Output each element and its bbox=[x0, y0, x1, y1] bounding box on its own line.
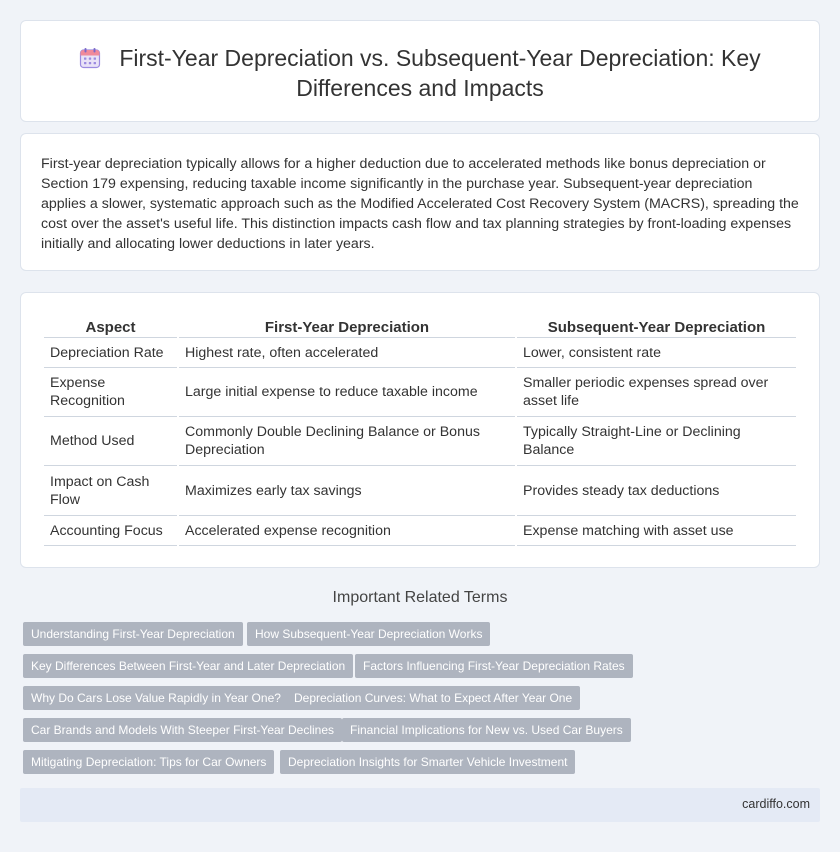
footer bbox=[20, 788, 820, 822]
related-terms-heading: Important Related Terms bbox=[332, 589, 508, 606]
aspect-cell: Accounting Focus bbox=[44, 516, 177, 546]
title-card bbox=[20, 20, 820, 122]
related-term-tag[interactable]: Key Differences Between First-Year and Later Depreciation bbox=[23, 654, 353, 678]
table-row bbox=[44, 417, 796, 466]
subsequent-year-cell: Smaller periodic expenses spread over asset life bbox=[517, 368, 796, 417]
calendar-icon bbox=[79, 46, 101, 68]
header-subsequent-year: Subsequent-Year Depreciation bbox=[517, 316, 796, 338]
related-term-tag[interactable]: Why Do Cars Lose Value Rapidly in Year One? bbox=[23, 686, 289, 710]
comparison-table-card bbox=[20, 292, 820, 568]
page-title bbox=[21, 43, 819, 103]
aspect-cell: Impact on Cash Flow bbox=[44, 466, 177, 516]
related-term-tag[interactable]: Factors Influencing First-Year Depreciation Rates bbox=[355, 654, 633, 678]
related-term-tag[interactable]: Depreciation Insights for Smarter Vehicle Investment bbox=[280, 750, 575, 774]
related-term-tag[interactable]: How Subsequent-Year Depreciation Works bbox=[247, 622, 490, 646]
table-row bbox=[44, 466, 796, 516]
aspect-cell: Depreciation Rate bbox=[44, 338, 177, 368]
subsequent-year-cell: Lower, consistent rate bbox=[517, 338, 796, 368]
first-year-cell: Accelerated expense recognition bbox=[179, 516, 515, 546]
table-header-row bbox=[44, 316, 796, 338]
first-year-cell: Maximizes early tax savings bbox=[179, 466, 515, 516]
table-row bbox=[44, 338, 796, 368]
first-year-cell: Commonly Double Declining Balance or Bonus Depreciation bbox=[179, 417, 515, 466]
related-term-tag[interactable]: Depreciation Curves: What to Expect After Year One bbox=[286, 686, 580, 710]
intro-card bbox=[20, 133, 820, 271]
site-link[interactable]: cardiffo.com bbox=[742, 797, 810, 811]
aspect-cell: Method Used bbox=[44, 417, 177, 466]
first-year-cell: Highest rate, often accelerated bbox=[179, 338, 515, 368]
subsequent-year-cell: Provides steady tax deductions bbox=[517, 466, 796, 516]
aspect-cell: Expense Recognition bbox=[44, 368, 177, 417]
related-term-tag[interactable]: Understanding First-Year Depreciation bbox=[23, 622, 243, 646]
comparison-table bbox=[42, 316, 798, 546]
intro-paragraph: First-year depreciation typically allows for a higher deduction due to accelerated methods like bonus depreciation or Section 179 expensing, reducing taxable income significantly in the purchase year. Subsequent-year depreciation applies a slower, systematic approach such as the Modified Accelerated Cost Recovery System (MACRS), spreading the cost over the asset's useful life. This distinction impacts cash flow and tax planning strategies by front-loading expenses initially and allocating lower deductions in later years. bbox=[41, 156, 799, 252]
table-row bbox=[44, 516, 796, 546]
header-aspect: Aspect bbox=[44, 316, 177, 338]
subsequent-year-cell: Typically Straight-Line or Declining Balance bbox=[517, 417, 796, 466]
related-term-tag[interactable]: Car Brands and Models With Steeper First-Year Declines bbox=[23, 718, 342, 742]
related-term-tag[interactable]: Financial Implications for New vs. Used Car Buyers bbox=[342, 718, 631, 742]
first-year-cell: Large initial expense to reduce taxable income bbox=[179, 368, 515, 417]
subsequent-year-cell: Expense matching with asset use bbox=[517, 516, 796, 546]
header-first-year: First-Year Depreciation bbox=[179, 316, 515, 338]
table-row bbox=[44, 368, 796, 417]
title-line-2: Differences and Impacts bbox=[296, 75, 544, 101]
related-term-tag[interactable]: Mitigating Depreciation: Tips for Car Owners bbox=[23, 750, 274, 774]
title-line-1: First-Year Depreciation vs. Subsequent-Year Depreciation: Key bbox=[119, 45, 761, 71]
